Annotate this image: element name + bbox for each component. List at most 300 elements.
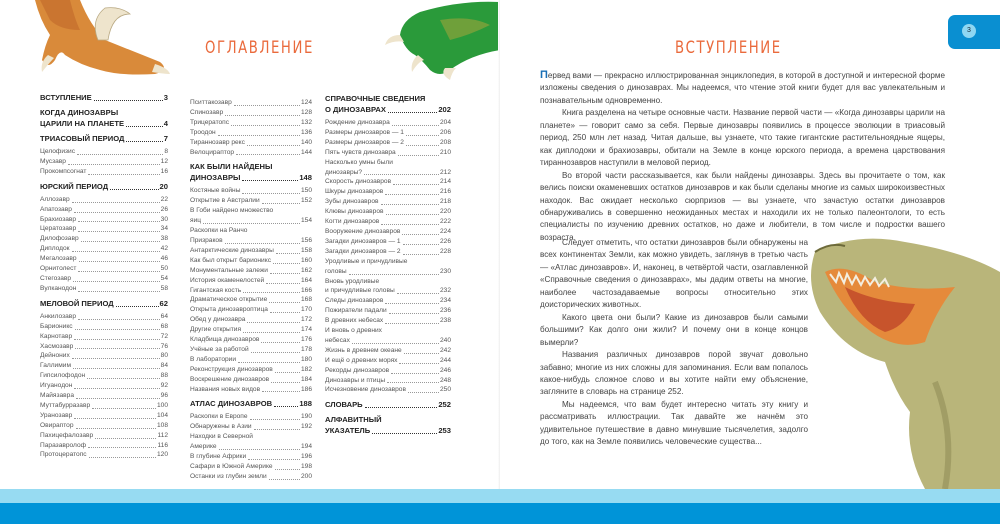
toc-section-heading[interactable] (40, 133, 168, 144)
toc-entry[interactable] (190, 412, 312, 422)
toc-column-1 (40, 88, 168, 460)
toc-entry[interactable] (325, 385, 451, 395)
toc-entry-row (190, 452, 312, 462)
toc-entry-title: Пожиратели падали (325, 307, 387, 315)
toc-entry-row (40, 391, 168, 401)
toc-entry[interactable] (190, 196, 312, 206)
toc-page-number: 54 (160, 274, 168, 282)
toc-entry[interactable] (40, 274, 168, 284)
toc-entry-title: Рекорды динозавров (325, 366, 390, 374)
toc-page-number: 253 (438, 426, 451, 436)
dot-leader (270, 272, 300, 274)
toc-entry[interactable] (325, 296, 451, 306)
toc-entry-title: Мусзавр (40, 157, 66, 165)
toc-entry[interactable] (325, 326, 451, 346)
toc-entry[interactable] (40, 391, 168, 401)
dot-leader (381, 203, 439, 205)
intro-paragraph: Во второй части рассказывается, как были найдены динозавры. Здесь вы прочитаете о том, как велись поиски окаменевших остатков динозавров и как были сделаны многие из самых широкоизвестных находок. Вас ожидает несколько сюрпризов — вы узнаете, что зачастую остатки динозавров обнаруживались в совершенно неожиданных местах и находили их не только палеонтологи, то есть специалисты по изучению древних остатков, но даже и любители, в том числе и подростки вашего возраста. (540, 170, 945, 242)
dot-leader (262, 390, 300, 392)
dot-leader (242, 192, 300, 194)
toc-entry[interactable] (190, 276, 312, 286)
toc-entry-title: Аллозавр (40, 195, 70, 203)
dot-leader (79, 260, 160, 262)
toc-entry-row (325, 385, 451, 395)
toc-entry-title: МЕЛОВОЙ ПЕРИОД (40, 298, 114, 308)
dot-leader (231, 124, 300, 126)
toc-entry[interactable] (325, 138, 451, 148)
toc-page-number: 30 (160, 215, 168, 223)
dot-leader (73, 367, 160, 369)
toc-entry[interactable] (40, 431, 168, 441)
toc-page-number: 84 (160, 362, 168, 370)
toc-entry-row (325, 207, 451, 217)
orange-dinosaur-foot-illustration (20, 0, 170, 80)
intro-paragraph: Следует отметить, что остатки динозавров были обнаружены на всех континентах Земли, как можно увидеть, заглянув в третью часть — «Атлас динозавров». И, наконец, в четвёртой части, озаглавленной «Справочные сведения о динозаврах», мы дадим ответы на многие, наиболее частозадаваемые вопросы относительно этих доисторических животных. (540, 238, 808, 310)
dot-leader (72, 201, 160, 203)
toc-entry[interactable] (190, 206, 312, 226)
intro-title: ВСТУПЛЕНИЕ (675, 38, 782, 58)
dot-leader (247, 144, 300, 146)
toc-page-number: 194 (300, 443, 312, 451)
toc-entry[interactable] (40, 401, 168, 411)
dot-leader (385, 193, 439, 195)
toc-page-number: 174 (300, 326, 312, 334)
toc-entry-row (190, 236, 312, 246)
toc-page-number: 16 (160, 167, 168, 175)
toc-entry-title: Вооружение динозавров (325, 227, 401, 235)
toc-entry-title: Стегозавр (40, 274, 72, 282)
toc-entry[interactable] (40, 205, 168, 215)
toc-page-number: 92 (160, 382, 168, 390)
toc-entry[interactable] (325, 227, 451, 237)
toc-entry[interactable] (190, 138, 312, 148)
toc-page-number: 252 (438, 400, 451, 410)
toc-section-heading[interactable] (190, 161, 312, 183)
toc-entry-title: Анкилозавр (40, 312, 76, 320)
toc-entry[interactable] (190, 315, 312, 325)
dot-leader (389, 312, 439, 314)
toc-entry-row (40, 167, 168, 177)
toc-entry-row (325, 128, 451, 138)
toc-entry[interactable] (40, 342, 168, 352)
toc-entry-title: Драматическое открытие (190, 296, 268, 304)
toc-entry-row (325, 346, 451, 356)
toc-section-heading[interactable] (325, 399, 451, 410)
toc-entry-title: Гипсилофодон (40, 372, 86, 380)
toc-entry[interactable] (190, 246, 312, 256)
toc-page-number: 88 (160, 372, 168, 380)
dot-leader (75, 347, 159, 349)
toc-page-number: 232 (439, 287, 451, 295)
toc-entry[interactable] (325, 247, 451, 257)
toc-entry-title: Троодон (190, 128, 216, 136)
dot-leader (388, 111, 437, 113)
toc-section-heading[interactable] (40, 298, 168, 309)
dot-leader (408, 391, 439, 393)
toc-entry[interactable] (40, 322, 168, 332)
toc-page-number: 200 (300, 472, 312, 480)
dot-leader (72, 357, 160, 359)
toc-entry-row (190, 128, 312, 138)
dot-leader (72, 250, 160, 252)
toc-entry-title: Цератозавр (40, 225, 77, 233)
toc-page-number: 80 (160, 352, 168, 360)
toc-entry[interactable] (40, 332, 168, 342)
toc-entry[interactable] (40, 361, 168, 371)
toc-page-number: 198 (300, 463, 312, 470)
toc-entry[interactable] (190, 305, 312, 315)
toc-entry-title: Антарктические динозавры (190, 246, 274, 254)
toc-entry[interactable] (40, 284, 168, 294)
toc-entry-row (325, 118, 451, 128)
toc-entry[interactable] (190, 295, 312, 305)
toc-entry[interactable] (325, 356, 451, 366)
toc-page-number: 236 (439, 307, 451, 315)
page-number: 3 (962, 24, 976, 38)
toc-entry-title: И ещё о древних морях (325, 356, 398, 364)
toc-page-number: 112 (157, 431, 168, 439)
dot-leader (273, 262, 300, 264)
toc-entry-title: Трицератопс (190, 118, 230, 126)
toc-page-number: 156 (300, 236, 312, 244)
dot-leader (77, 153, 163, 155)
dot-leader (243, 291, 300, 293)
toc-entry-title: Рождение динозавра (325, 119, 390, 126)
intro-paragraph: Книга разделена на четыре основные части. Название первой части — «Когда динозавры царили на планете» — говорит само за себя. Первые динозавры появились в процессе эволюции в триасовый период, 250 млн лет назад. Читая дальше, вы узнаете, что такие гигантские растительноядные ящеры, как диплодоки и брахиозавры, обитали на Земле в конце юрского периода, а времена царствования тираннозавров наступили в меловой период. (540, 108, 945, 168)
toc-entry-title: Брахиозавр (40, 215, 77, 223)
toc-entry-row (190, 335, 312, 345)
toc-page-number: 7 (163, 134, 168, 143)
toc-entry[interactable] (325, 207, 451, 217)
toc-entry[interactable] (40, 167, 168, 177)
toc-entry-row (190, 186, 312, 196)
toc-entry-row (325, 296, 451, 306)
toc-entry-row (190, 108, 312, 118)
toc-page-number: 152 (300, 197, 312, 205)
toc-page-number: 62 (159, 298, 168, 308)
toc-entry[interactable] (190, 98, 312, 108)
toc-entry[interactable] (325, 197, 451, 207)
toc-entry-title: Майязавра (40, 392, 75, 400)
toc-entry-row (325, 306, 451, 316)
toc-page-number: 158 (300, 246, 312, 254)
dot-leader (403, 243, 439, 245)
toc-entry[interactable] (40, 224, 168, 234)
dot-leader (270, 311, 300, 313)
toc-entry[interactable] (190, 256, 312, 266)
toc-page-number: 22 (160, 195, 168, 203)
toc-page-number: 176 (300, 336, 312, 344)
toc-entry-title: Орнитолест (40, 265, 77, 273)
toc-entry-title: Монументальные залежи (190, 266, 268, 274)
toc-entry[interactable] (190, 325, 312, 335)
toc-entry[interactable] (190, 335, 312, 345)
toc-entry-title: Овираптор (40, 421, 74, 429)
toc-entry[interactable] (190, 226, 312, 246)
toc-entry[interactable] (325, 316, 451, 326)
toc-page-number: 240 (439, 336, 451, 344)
toc-entry-title: В лаборатории (190, 355, 237, 363)
toc-section-heading[interactable] (40, 107, 168, 129)
toc-entry-row (325, 227, 451, 237)
toc-entry-title: Открыта динозавроптица (190, 306, 268, 314)
toc-entry-row (40, 332, 168, 342)
toc-entry[interactable] (190, 186, 312, 196)
toc-entry-title-line: И вновь о древних (325, 327, 382, 335)
toc-page-number: 58 (160, 284, 168, 292)
toc-entry[interactable] (40, 312, 168, 322)
toc-entry-title: Целофизис (40, 148, 76, 155)
toc-entry[interactable] (190, 375, 312, 385)
dot-leader (236, 153, 300, 155)
toc-entry-title: Зубы динозавров (325, 198, 379, 206)
toc-entry-title-line: КОГДА ДИНОЗАВРЫ (40, 108, 119, 117)
toc-entry[interactable] (325, 158, 451, 178)
dot-leader (126, 140, 162, 142)
dot-leader (398, 154, 439, 156)
toc-entry-title: В древних небесах (325, 317, 384, 325)
toc-section-heading[interactable] (325, 93, 451, 115)
toc-entry-title-line: Вновь уродливые (325, 277, 380, 285)
toc-entry-title: Следы динозавров (325, 297, 384, 305)
toc-entry-title: Когти динозавров (325, 218, 380, 226)
toc-entry-row (40, 411, 168, 421)
dot-leader (262, 202, 300, 204)
toc-page (0, 0, 500, 489)
toc-entry[interactable] (40, 264, 168, 274)
toc-section-heading[interactable] (190, 398, 312, 409)
toc-entry-title: СЛОВАРЬ (325, 400, 363, 410)
toc-page-number: 238 (439, 317, 451, 325)
toc-page-number: 192 (300, 423, 312, 431)
dot-leader (266, 282, 300, 284)
toc-entry[interactable] (190, 385, 312, 395)
toc-entry[interactable] (40, 450, 168, 460)
toc-entry[interactable] (325, 306, 451, 316)
toc-entry-title: Клювы динозавров (325, 208, 384, 216)
toc-entry-title: Муттабурразавр (40, 401, 91, 409)
toc-page-number: 46 (160, 255, 168, 263)
toc-entry-row (190, 375, 312, 385)
toc-entry[interactable] (190, 462, 312, 472)
toc-page-number: 250 (439, 386, 451, 394)
toc-page-number: 104 (156, 411, 168, 419)
toc-entry[interactable] (325, 277, 451, 297)
toc-entry-title: Размеры динозавров — 2 (325, 138, 404, 146)
toc-page-number: 4 (163, 119, 168, 128)
toc-entry[interactable] (325, 237, 451, 247)
toc-entry-row (190, 256, 312, 266)
toc-entry-title-line: Раскопки на Ранчо (190, 227, 248, 235)
toc-entry-title: Скорость динозавров (325, 178, 392, 186)
toc-entry[interactable] (40, 351, 168, 361)
toc-entry[interactable] (190, 365, 312, 375)
toc-entry-title: Раскопки в Европе (190, 413, 248, 421)
toc-page-number: 160 (300, 256, 312, 264)
toc-entry[interactable] (325, 217, 451, 227)
dot-leader (349, 273, 439, 275)
toc-entry[interactable] (325, 187, 451, 197)
dot-leader (402, 233, 439, 235)
toc-entry[interactable] (190, 148, 312, 158)
toc-entry-row (40, 361, 168, 371)
toc-page-number: 172 (300, 316, 312, 324)
toc-entry[interactable] (40, 254, 168, 264)
toc-entry[interactable] (325, 366, 451, 376)
toc-page-number: 12 (160, 157, 168, 165)
toc-entry-title: ЦАРИЛИ НА ПЛАНЕТЕ (40, 119, 125, 128)
toc-entry[interactable] (40, 234, 168, 244)
dot-leader (387, 381, 439, 383)
dot-leader (68, 163, 160, 165)
intro-text-narrow (540, 237, 808, 449)
toc-entry-title: Открытие в Австралии (190, 197, 260, 205)
toc-entry-title: Америке (190, 443, 217, 451)
toc-entry-row (325, 138, 451, 148)
toc-entry-title: УКАЗАТЕЛЬ (325, 426, 371, 436)
toc-entry[interactable] (325, 346, 451, 356)
toc-entry[interactable] (190, 345, 312, 355)
toc-entry-row (40, 118, 168, 129)
toc-entry[interactable] (190, 432, 312, 452)
toc-entry-row (325, 247, 451, 257)
dot-leader (94, 99, 163, 101)
toc-entry-row (40, 92, 168, 103)
toc-entry[interactable] (190, 128, 312, 138)
toc-section-heading[interactable] (40, 92, 168, 103)
toc-entry[interactable] (190, 452, 312, 462)
toc-page-number: 108 (156, 421, 168, 429)
toc-entry[interactable] (40, 381, 168, 391)
green-dinosaur-claw-illustration (380, 0, 500, 80)
toc-section-heading[interactable] (325, 414, 451, 436)
toc-entry-row (190, 148, 312, 158)
dot-leader (372, 432, 437, 434)
toc-entry[interactable] (190, 286, 312, 296)
toc-entry-title-line: Находки в Северной (190, 433, 253, 441)
toc-entry[interactable] (325, 118, 451, 128)
toc-entry[interactable] (190, 472, 312, 482)
dot-leader (126, 125, 163, 127)
toc-entry[interactable] (190, 108, 312, 118)
toc-entry-row (190, 345, 312, 355)
toc-entry-title: Спинозавр (190, 108, 224, 116)
toc-entry[interactable] (40, 421, 168, 431)
toc-entry-row (40, 264, 168, 274)
toc-entry-title: головы (325, 267, 347, 275)
toc-entry-row (325, 425, 451, 436)
dot-leader (393, 183, 439, 185)
toc-entry[interactable] (40, 147, 168, 157)
toc-entry-row (40, 147, 168, 157)
dot-leader (74, 387, 159, 389)
intro-text-wide (540, 69, 945, 244)
toc-entry-row (325, 197, 451, 207)
toc-entry-row (190, 325, 312, 335)
toc-page-number: 178 (300, 345, 312, 353)
toc-page-number: 8 (164, 148, 168, 155)
toc-entry-row (40, 441, 168, 451)
toc-entry-row (40, 371, 168, 381)
toc-entry-title: и причудливые головы (325, 287, 395, 295)
toc-entry-title: Размеры динозавров — 1 (325, 128, 404, 136)
toc-entry[interactable] (40, 157, 168, 167)
toc-entry-title: ЮРСКИЙ ПЕРИОД (40, 181, 109, 191)
toc-page-number: 234 (439, 297, 451, 305)
toc-section-heading[interactable] (40, 181, 168, 192)
dot-leader (74, 211, 160, 213)
toc-entry[interactable] (40, 215, 168, 225)
toc-page-number: 68 (160, 322, 168, 330)
toc-entry[interactable] (40, 371, 168, 381)
toc-entry-row (40, 342, 168, 352)
toc-entry[interactable] (325, 128, 451, 138)
toc-page-number: 226 (439, 237, 451, 245)
toc-entry[interactable] (325, 257, 451, 277)
toc-page-number: 164 (300, 276, 312, 284)
toc-entry-row (190, 305, 312, 315)
toc-entry[interactable] (190, 355, 312, 365)
toc-page-number: 222 (439, 218, 451, 226)
toc-page-number: 140 (300, 138, 312, 146)
toc-page-number: 204 (439, 119, 451, 126)
toc-page-number: 214 (439, 178, 451, 186)
footer-stripe (0, 489, 1000, 503)
footer-band (0, 503, 1000, 524)
toc-entry[interactable] (190, 422, 312, 432)
toc-page-number: 136 (300, 128, 312, 136)
toc-entry-row (190, 118, 312, 128)
toc-entry[interactable] (40, 244, 168, 254)
toc-entry[interactable] (325, 376, 451, 386)
toc-entry-row (40, 401, 168, 411)
toc-entry-title: Протоцератопс (40, 451, 87, 459)
toc-page-number: 100 (156, 401, 168, 409)
toc-entry-title: ДИНОЗАВРЫ (190, 173, 241, 183)
dot-leader (365, 406, 438, 408)
toc-page-number: 186 (300, 385, 312, 393)
paragraph-text: ервед вами — прекрасно иллюстрированная энциклопедия, в которой в доступной и интересной форме изложены сведения о динозаврах. Мы надеемся, что чтение этой книги будет для вас увлекательным и познавательным одновременно. (540, 71, 945, 105)
toc-entry-title: Шкуры динозавров (325, 188, 384, 196)
dot-leader (87, 377, 160, 379)
toc-entry[interactable] (190, 266, 312, 276)
toc-page-number: 3 (163, 93, 168, 102)
toc-page-number: 76 (160, 342, 168, 350)
toc-entry-title: Призраков (190, 236, 223, 244)
toc-page-number: 162 (300, 266, 312, 274)
toc-entry[interactable] (40, 195, 168, 205)
toc-title: ОГЛАВЛЕНИЕ (205, 38, 314, 58)
dot-leader (92, 407, 156, 409)
toc-entry-title: Хасмозавр (40, 342, 74, 350)
toc-entry[interactable] (190, 118, 312, 128)
toc-entry[interactable] (325, 148, 451, 158)
dot-leader (116, 305, 159, 307)
toc-entry[interactable] (325, 177, 451, 187)
toc-entry-title-line: В Гоби найдено множество (190, 207, 274, 215)
dot-leader (251, 351, 300, 353)
toc-entry[interactable] (40, 411, 168, 421)
dot-leader (404, 352, 439, 354)
dot-leader (247, 321, 300, 323)
toc-entry-title-line: Уродливые и причудливые (325, 257, 408, 265)
dot-leader (397, 292, 439, 294)
toc-entry-title: Сафари в Южной Америке (190, 463, 273, 470)
toc-entry-title: В глубине Африки (190, 453, 247, 461)
toc-entry-title: Дилофозавр (40, 235, 79, 243)
toc-entry[interactable] (40, 441, 168, 451)
toc-entry-title: АТЛАС ДИНОЗАВРОВ (190, 399, 273, 409)
